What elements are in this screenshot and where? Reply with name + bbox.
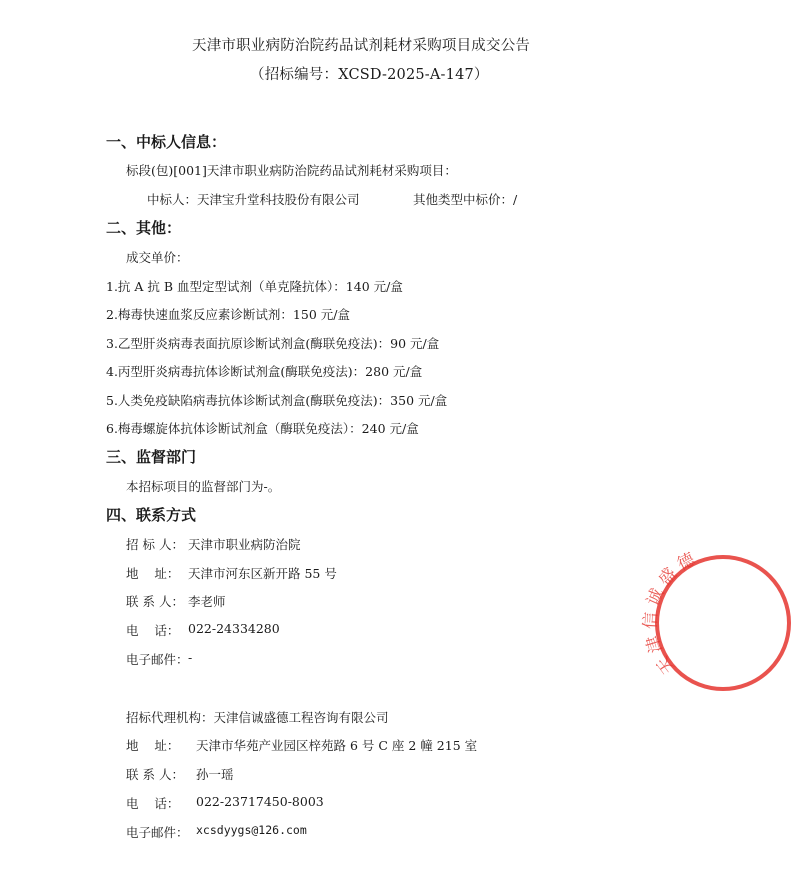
buyer-phone-label: 电 话： bbox=[126, 623, 180, 638]
buyer-email-label: 电子邮件： bbox=[126, 652, 189, 667]
agency-address-value: 天津市华苑产业园区梓苑路 6 号 C 座 2 幢 215 室 bbox=[196, 738, 478, 753]
unit-price-label: 成交单价： bbox=[126, 250, 189, 265]
section-supervision-heading: 三、监督部门 bbox=[106, 448, 197, 466]
price-item-1: 1.抗 A 抗 B 血型定型试剂（单克隆抗体）：140 元/盒 bbox=[106, 279, 403, 294]
agency-line: 招标代理机构：天津信诚盛德工程咨询有限公司 bbox=[126, 710, 389, 725]
price-item-5: 5.人类免疫缺陷病毒抗体诊断试剂盒(酶联免疫法)：350 元/盒 bbox=[106, 393, 448, 408]
section-winner-heading: 一、中标人信息： bbox=[106, 133, 227, 151]
agency-address-label: 地 址： bbox=[126, 738, 180, 753]
svg-text:天津信诚盛德 bbox=[641, 547, 703, 677]
price-item-3: 3.乙型肝炎病毒表面抗原诊断试剂盒(酶联免疫法)：90 元/盒 bbox=[106, 336, 440, 351]
agency-email-value: xcsdyygs@126.com bbox=[196, 823, 307, 837]
buyer-contact-label: 联 系 人： bbox=[126, 594, 184, 609]
agency-phone-label: 电 话： bbox=[126, 796, 180, 811]
agency-phone-value: 022-23717450-8003 bbox=[196, 794, 324, 809]
supervision-text: 本招标项目的监督部门为-。 bbox=[126, 479, 281, 494]
buyer-phone-value: 022-24334280 bbox=[188, 621, 280, 636]
buyer-label: 招 标 人： bbox=[126, 537, 184, 552]
buyer-address-value: 天津市河东区新开路 55 号 bbox=[188, 566, 337, 581]
buyer-contact-value: 李老师 bbox=[188, 594, 226, 609]
price-item-6: 6.梅毒螺旋体抗体诊断试剂盒（酶联免疫法）：240 元/盒 bbox=[106, 421, 419, 436]
section-other-heading: 二、其他： bbox=[106, 219, 182, 237]
company-seal bbox=[640, 547, 798, 698]
lot-line: 标段(包)[001]天津市职业病防治院药品试剂耗材采购项目： bbox=[126, 163, 457, 178]
seal-text: 天津信诚盛德 bbox=[640, 547, 703, 678]
buyer-address-label: 地 址： bbox=[126, 566, 180, 581]
section-contact-heading: 四、联系方式 bbox=[106, 506, 197, 524]
winner-name: 中标人：天津宝升堂科技股份有限公司 bbox=[147, 192, 360, 207]
agency-email-label: 电子邮件： bbox=[126, 825, 189, 840]
tender-number: （招标编号：XCSD-2025-A-147） bbox=[250, 67, 489, 83]
agency-contact-value: 孙一瑶 bbox=[196, 767, 234, 782]
price-item-4: 4.丙型肝炎病毒抗体诊断试剂盒(酶联免疫法)：280 元/盒 bbox=[106, 364, 423, 379]
buyer-value: 天津市职业病防治院 bbox=[188, 537, 301, 552]
document-title: 天津市职业病防治院药品试剂耗材采购项目成交公告 bbox=[192, 38, 531, 54]
agency-contact-label: 联 系 人： bbox=[126, 767, 184, 782]
other-price: 其他类型中标价：/ bbox=[413, 192, 518, 207]
buyer-email-value: - bbox=[188, 650, 193, 665]
price-item-2: 2.梅毒快速血浆反应素诊断试剂：150 元/盒 bbox=[106, 307, 350, 322]
